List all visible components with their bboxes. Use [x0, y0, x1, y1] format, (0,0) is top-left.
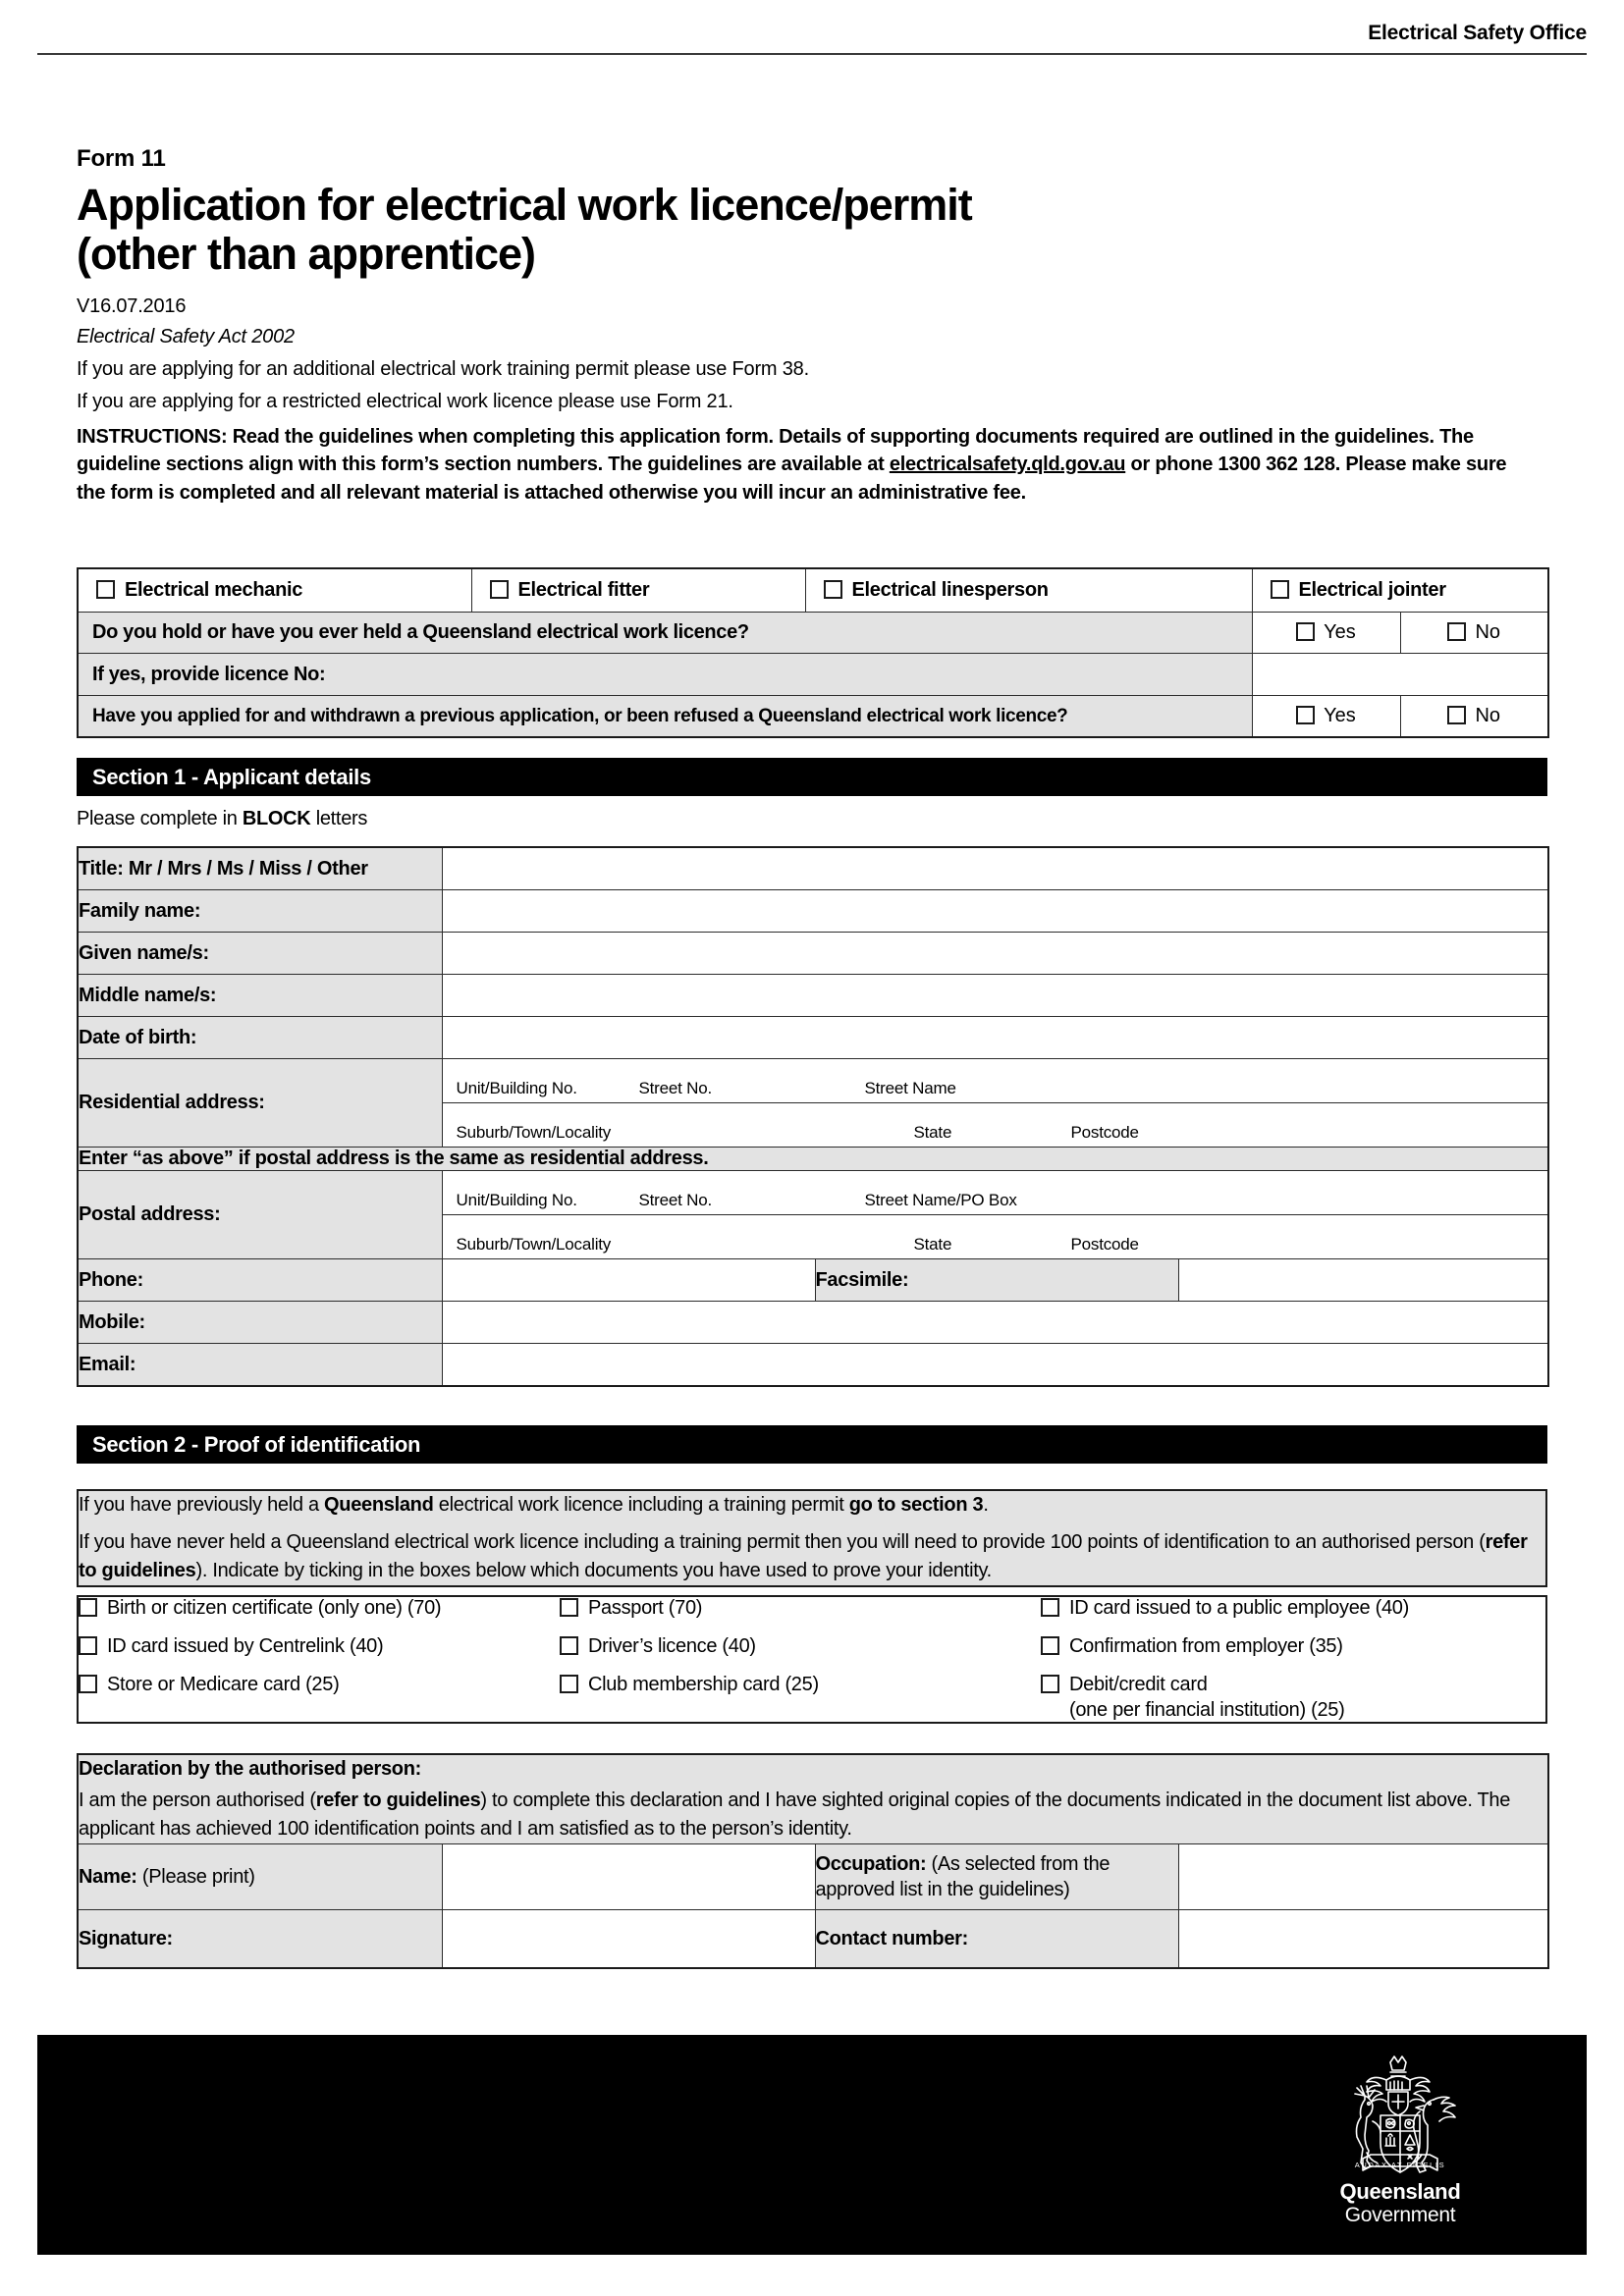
checkbox-icon[interactable] [79, 1598, 97, 1617]
declaration-table [77, 1753, 1549, 1969]
block-letters-instruction [77, 808, 367, 830]
id-doc-label: ID card issued to a public employee (40) [1069, 1597, 1409, 1619]
queensland-coat-of-arms-icon [1326, 2051, 1475, 2178]
intro-p1-qld: Queensland [324, 1494, 434, 1516]
yes-label: Yes [1324, 621, 1356, 643]
given-names-label: Given name/s: [78, 933, 442, 975]
family-name-row [78, 890, 1548, 933]
email-label: Email: [78, 1344, 442, 1387]
given-names-row [78, 933, 1548, 975]
intro-p2-a: If you have never held a Queensland electrical work licence including a training permit then you will need to provide 100 points of identification to an authorised person ( [79, 1531, 1486, 1553]
declaration-body-a: I am the person authorised ( [79, 1789, 316, 1811]
id-documents-table [77, 1595, 1547, 1724]
checkbox-icon[interactable] [79, 1636, 97, 1655]
street-no-hint: Street No. [638, 1191, 713, 1209]
email-row [78, 1344, 1548, 1387]
section-2-intro-row [78, 1490, 1546, 1586]
block-letters-prefix: Please complete in [77, 808, 243, 829]
title-row [78, 847, 1548, 890]
option-electrical-mechanic[interactable] [78, 568, 471, 613]
intro-p1-goto: go to section 3 [848, 1494, 984, 1516]
logo-government-text: Government [1344, 2204, 1456, 2227]
intro-p1-b: electrical work licence including a training permit [433, 1494, 849, 1516]
declaration-contact-number-input[interactable] [1178, 1910, 1548, 1969]
held-licence-question-row [78, 613, 1548, 654]
mobile-label: Mobile: [78, 1302, 442, 1344]
title-field-label: Title: Mr / Mrs / Ms / Miss / Other [78, 847, 442, 890]
queensland-government-logo [1302, 2051, 1498, 2227]
postal-address-line2-input[interactable] [442, 1215, 1548, 1259]
checkbox-icon[interactable] [1447, 706, 1466, 724]
checkbox-icon[interactable] [490, 580, 509, 599]
guidelines-website-link[interactable]: electricalsafety.qld.gov.au [889, 454, 1126, 476]
intro-p2-bold: refer to guidelines [79, 1531, 1528, 1581]
family-name-input[interactable] [442, 890, 1548, 933]
unit-building-no-hint: Unit/Building No. [456, 1079, 577, 1097]
facsimile-input[interactable] [1178, 1259, 1548, 1302]
postal-address-row-1 [78, 1171, 1548, 1215]
form-number: Form 11 [77, 145, 166, 172]
id-doc-store-medicare-card[interactable] [79, 1674, 560, 1722]
declaration-text [78, 1754, 1548, 1844]
licence-type-options-row [78, 568, 1548, 613]
held-licence-no-option[interactable] [1400, 613, 1548, 654]
id-doc-drivers-licence[interactable] [560, 1635, 1041, 1658]
section-1-banner: Section 1 - Applicant details [77, 758, 1547, 796]
id-documents-row [78, 1596, 1546, 1723]
crest-motto-text: AUDAX AT FIDELIS [1354, 2161, 1446, 2169]
checkbox-icon[interactable] [1271, 580, 1289, 599]
page-title [77, 181, 1569, 280]
middle-names-input[interactable] [442, 975, 1548, 1017]
instructions-paragraph [77, 423, 1535, 507]
mobile-row [78, 1302, 1548, 1344]
phone-input[interactable] [442, 1259, 815, 1302]
declaration-occupation-input[interactable] [1178, 1844, 1548, 1910]
id-documents-grid [79, 1597, 1545, 1722]
id-doc-label: ID card issued by Centrelink (40) [107, 1635, 384, 1657]
postal-address-note: Enter “as above” if postal address is the same as residential address. [78, 1148, 1548, 1171]
withdrawn-question-row [78, 696, 1548, 738]
name-label-bold: Name: [79, 1865, 137, 1888]
header-divider [37, 53, 1587, 55]
checkbox-icon[interactable] [1041, 1636, 1059, 1655]
id-doc-label: Club membership card (25) [588, 1674, 819, 1695]
option-electrical-jointer[interactable] [1252, 568, 1548, 613]
option-label: Electrical linesperson [851, 579, 1049, 601]
licence-number-row [78, 654, 1548, 696]
state-hint: State [913, 1235, 952, 1254]
option-electrical-fitter[interactable] [471, 568, 805, 613]
intro-paragraph-2 [79, 1528, 1545, 1585]
date-of-birth-input[interactable] [442, 1017, 1548, 1059]
page-title-line2: (other than apprentice) [77, 229, 536, 280]
middle-names-label: Middle name/s: [78, 975, 442, 1017]
street-name-hint: Street Name [864, 1079, 956, 1097]
checkbox-icon[interactable] [96, 580, 115, 599]
withdrawn-no-option[interactable] [1400, 696, 1548, 738]
checkbox-icon[interactable] [560, 1636, 578, 1655]
declaration-text-row [78, 1754, 1548, 1844]
id-doc-label: Store or Medicare card (25) [107, 1674, 340, 1695]
id-doc-passport[interactable] [560, 1597, 1041, 1620]
logo-queensland-text: Queensland [1339, 2179, 1461, 2204]
checkbox-icon[interactable] [1296, 622, 1315, 641]
held-licence-yes-option[interactable] [1252, 613, 1400, 654]
street-name-po-hint: Street Name/PO Box [864, 1191, 1017, 1209]
id-doc-club-membership-card[interactable] [560, 1674, 1041, 1722]
declaration-name-input[interactable] [442, 1844, 815, 1910]
date-of-birth-label: Date of birth: [78, 1017, 442, 1059]
block-letters-emphasis: BLOCK [242, 808, 311, 829]
postal-address-label: Postal address: [78, 1171, 442, 1259]
middle-names-row [78, 975, 1548, 1017]
licence-number-label: If yes, provide licence No: [78, 654, 1252, 696]
intro-p2-b: ). Indicate by ticking in the boxes below which documents you have used to prove your identity. [195, 1560, 992, 1581]
declaration-name-label [78, 1844, 442, 1910]
page-title-line1: Application for electrical work licence/permit [77, 180, 972, 230]
phone-label: Phone: [78, 1259, 442, 1302]
state-hint: State [913, 1123, 952, 1142]
option-label: Electrical fitter [517, 579, 650, 601]
no-label: No [1475, 621, 1501, 643]
signature-contact-row [78, 1910, 1548, 1969]
id-doc-public-employee-card[interactable] [1041, 1597, 1545, 1620]
checkbox-icon[interactable] [79, 1675, 97, 1693]
id-doc-employer-confirmation[interactable] [1041, 1635, 1545, 1658]
postcode-hint: Postcode [1070, 1235, 1139, 1254]
checkbox-icon[interactable] [1447, 622, 1466, 641]
section-2-banner: Section 2 - Proof of identification [77, 1425, 1547, 1464]
declaration-occupation-label [815, 1844, 1178, 1910]
occupation-label-bold: Occupation: [815, 1853, 927, 1875]
no-label: No [1475, 705, 1501, 726]
option-label: Electrical jointer [1298, 579, 1446, 601]
withdrawn-yes-option[interactable] [1252, 696, 1400, 738]
facsimile-label: Facsimile: [815, 1259, 1178, 1302]
name-label-rest: (Please print) [136, 1865, 255, 1888]
section-2-intro-text [78, 1490, 1546, 1586]
option-electrical-linesperson[interactable] [805, 568, 1252, 613]
unit-building-no-hint: Unit/Building No. [456, 1191, 577, 1209]
checkbox-icon[interactable] [560, 1675, 578, 1693]
title-field-input[interactable] [442, 847, 1548, 890]
id-doc-debit-credit-card[interactable] [1041, 1674, 1545, 1722]
note-form-21: If you are applying for a restricted electrical work licence please use Form 21. [77, 390, 733, 412]
section-2-intro-table [77, 1489, 1547, 1587]
given-names-input[interactable] [442, 933, 1548, 975]
intro-p1-c: . [983, 1494, 989, 1516]
checkbox-icon[interactable] [1041, 1598, 1059, 1617]
licence-type-table [77, 567, 1549, 738]
declaration-body-b: ) to complete this declaration and I have sighted original copies of the documents indicated in the document list above. The applicant has achieved 100 identification points and I am satisfied as to the person’s identity. [79, 1789, 1511, 1840]
residential-address-line2-input[interactable] [442, 1103, 1548, 1148]
intro-p1-a: If you have previously held a [79, 1494, 325, 1516]
checkbox-icon[interactable] [560, 1598, 578, 1617]
header-office-title: Electrical Safety Office [1368, 22, 1587, 44]
date-of-birth-row [78, 1017, 1548, 1059]
postcode-hint: Postcode [1070, 1123, 1139, 1142]
intro-paragraph-1 [79, 1491, 1545, 1520]
held-licence-question-label: Do you hold or have you ever held a Queensland electrical work licence? [78, 613, 1252, 654]
id-doc-label: Birth or citizen certificate (only one) (70) [107, 1597, 442, 1619]
option-label: Electrical mechanic [125, 579, 303, 601]
declaration-body-bold: refer to guidelines [315, 1789, 481, 1811]
residential-address-line1-input[interactable] [442, 1059, 1548, 1103]
instructions-text-part1: INSTRUCTIONS: Read the guidelines when completing this application form. Details of supporting documents required are outlined in the guidelines. The guideline sections align with this form’s section numbers. The guidelines are available at [77, 425, 1474, 476]
checkbox-icon[interactable] [1041, 1675, 1059, 1693]
applicant-details-table [77, 846, 1549, 1387]
family-name-label: Family name: [78, 890, 442, 933]
page-footer [37, 2035, 1587, 2255]
suburb-hint: Suburb/Town/Locality [456, 1235, 612, 1254]
withdrawn-question-label: Have you applied for and withdrawn a previous application, or been refused a Queensland electrical work licence? [78, 696, 1252, 738]
occupation-label-rest: (As selected from the approved list in the guidelines) [815, 1853, 1110, 1900]
residential-address-label: Residential address: [78, 1059, 442, 1148]
block-letters-suffix: letters [310, 808, 368, 829]
phone-facsimile-row [78, 1259, 1548, 1302]
title-block [77, 145, 1569, 507]
id-doc-label: Passport (70) [588, 1597, 703, 1619]
name-occupation-row [78, 1844, 1548, 1910]
form-version: V16.07.2016 [77, 294, 187, 317]
instructions-text-part2: or phone 1300 362 128. Please make sure the form is completed and all relevant material is attached otherwise you will incur an administrative fee. [77, 454, 1507, 504]
yes-label: Yes [1324, 705, 1356, 726]
suburb-hint: Suburb/Town/Locality [456, 1123, 612, 1142]
declaration-contact-number-label: Contact number: [815, 1910, 1178, 1969]
street-no-hint: Street No. [638, 1079, 713, 1097]
id-documents-cell [78, 1596, 1546, 1723]
checkbox-icon[interactable] [1296, 706, 1315, 724]
id-doc-label-second-line: (one per financial institution) (25) [1069, 1699, 1345, 1721]
page-header [37, 22, 1587, 55]
declaration-title: Declaration by the authorised person: [79, 1758, 421, 1780]
id-doc-label: Driver’s licence (40) [588, 1635, 756, 1657]
checkbox-icon[interactable] [824, 580, 842, 599]
id-doc-label: Debit/credit card [1069, 1674, 1208, 1695]
id-doc-birth-certificate[interactable] [79, 1597, 560, 1620]
legislation-reference: Electrical Safety Act 2002 [77, 325, 295, 347]
declaration-signature-input[interactable] [442, 1910, 815, 1969]
postal-note-row [78, 1148, 1548, 1171]
declaration-signature-label: Signature: [78, 1910, 442, 1969]
residential-address-row-1 [78, 1059, 1548, 1103]
licence-number-input[interactable] [1252, 654, 1548, 696]
postal-address-line1-input[interactable] [442, 1171, 1548, 1215]
email-input[interactable] [442, 1344, 1548, 1387]
id-doc-centrelink-card[interactable] [79, 1635, 560, 1658]
id-doc-label: Confirmation from employer (35) [1069, 1635, 1343, 1657]
mobile-input[interactable] [442, 1302, 1548, 1344]
note-form-38: If you are applying for an additional electrical work training permit please use Form 38. [77, 357, 809, 380]
